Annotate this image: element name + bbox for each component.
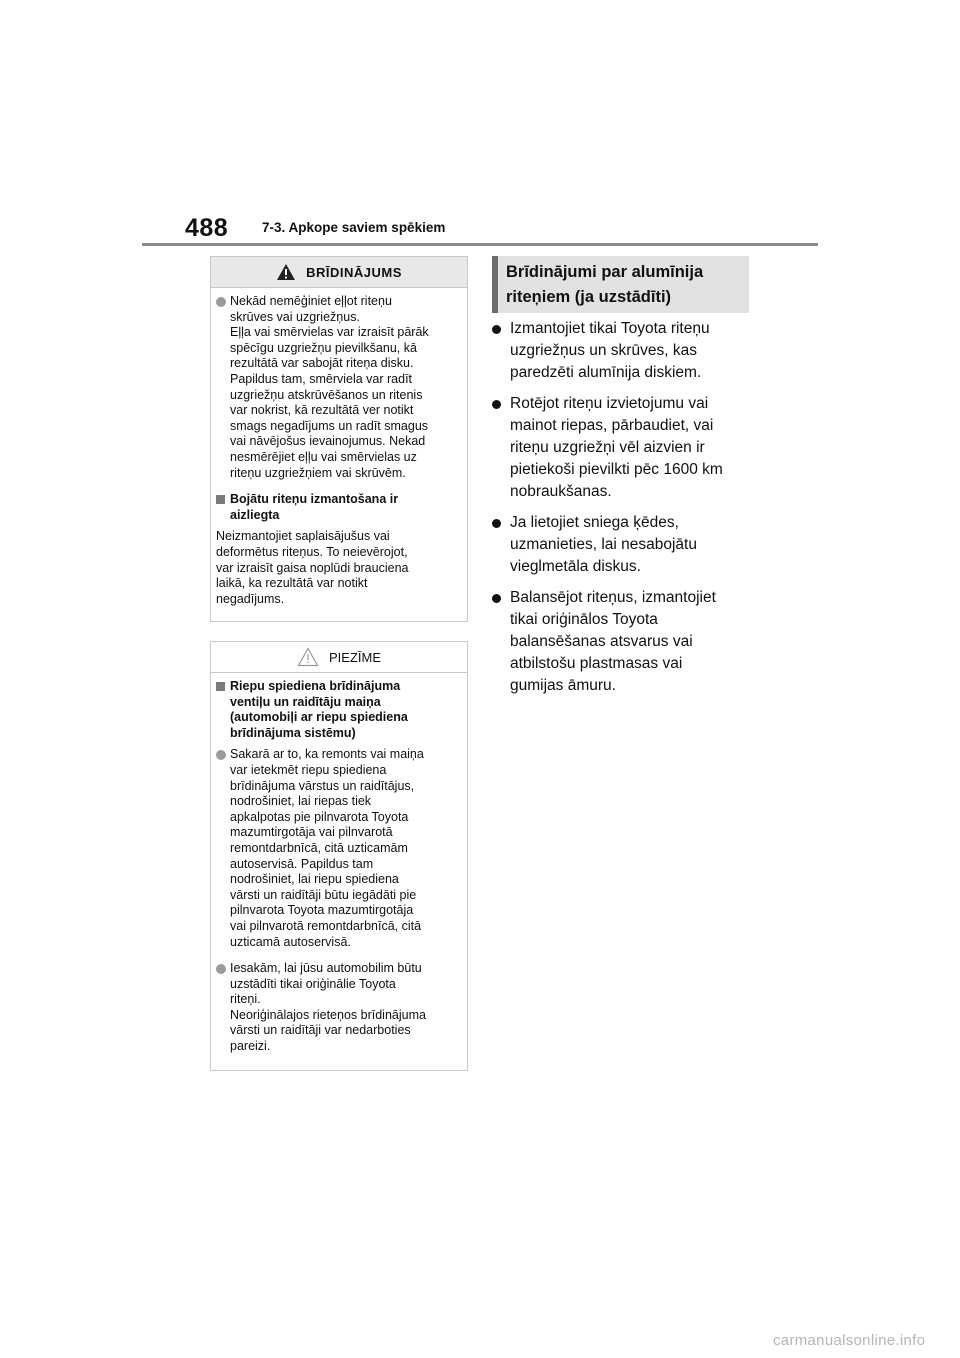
note-bullet-2	[216, 961, 462, 1055]
note-bullet-2-text: Iesakām, lai jūsu automobilim būtu uzstādīti tikai oriģinālie Toyota riteņi. Neoriģinālajos rieteņos brīdinājuma vārsti un raidītāji var nedarboties pareizi.	[230, 961, 426, 1054]
note-subheading-text: Riepu spiediena brīdinājuma ventiļu un raidītāju maiņa (automobiļi ar riepu spiediena brīdinājuma sistēmu)	[230, 679, 408, 740]
square-bullet-icon	[216, 682, 225, 691]
bullet-dot-icon	[216, 964, 226, 974]
bullet-dot-icon	[216, 750, 226, 760]
caution-triangle-outline-icon	[297, 647, 319, 667]
note-bullet-1-text: Sakarā ar to, ka remonts vai maiņa var ietekmēt riepu spiediena brīdinājuma vārstus un raidītājus, nodrošiniet, lai riepas tiek apkalpotas pie pilnvarota Toyota mazumtirgotāja vai pilnvarotā remontdarbnīcā, citā uzticamām autoservisā. Papildus tam nodrošiniet, lai riepu spiediena vārsti un raidītāji būtu iegādāti pie pilnvarota Toyota mazumtirgotāja vai pilnvarotā remontdarbnīcā, citā uzticamā autoservisā.	[230, 747, 424, 949]
note-box-header	[211, 642, 467, 673]
warning-box	[210, 256, 468, 622]
list-item-text: Balansējot riteņus, izmantojiet tikai oriģinālos Toyota balansēšanas atsvarus vai atbilstošu plastmasas vai gumijas āmuru.	[510, 589, 716, 694]
warning-bullet	[216, 294, 462, 481]
note-box	[210, 641, 468, 1071]
section-title: 7-3. Apkope saviem spēkiem	[262, 220, 446, 235]
warning-subheading	[216, 492, 462, 523]
note-subheading	[216, 679, 462, 741]
heading-line-2: riteņiem (ja uzstādīti)	[506, 288, 672, 306]
heading-line-1: Brīdinājumi par alumīnija	[506, 263, 704, 281]
note-bullet-1	[216, 747, 462, 950]
header-rule	[142, 243, 818, 246]
bullet-dot-icon	[492, 594, 501, 603]
list-item	[492, 393, 792, 503]
list-item-text: Rotējot riteņu izvietojumu vai mainot riepas, pārbaudiet, vai riteņu uzgriežņi vēl aizvien ir pietiekoši pievilkti pēc 1600 km nobraukšanas.	[510, 395, 723, 500]
warning-triangle-icon	[276, 263, 296, 281]
list-item	[492, 587, 792, 697]
bullet-dot-icon	[216, 297, 226, 307]
aluminum-wheels-heading	[492, 256, 749, 313]
page-number: 488	[185, 214, 229, 242]
aluminum-wheels-list	[492, 318, 792, 706]
list-item	[492, 512, 792, 578]
list-item-text: Ja lietojiet sniega ķēdes, uzmanieties, lai nesabojātu vieglmetāla diskus.	[510, 514, 697, 575]
list-item-text: Izmantojiet tikai Toyota riteņu uzgriežņus un skrūves, kas paredzēti alumīnija diskiem.	[510, 320, 710, 381]
warning-paragraph: Neizmantojiet saplaisājušus vai deformētus riteņus. To neievērojot, var izraisīt gaisa noplūdi brauciena laikā, ka rezultātā var notikt negadījums.	[216, 529, 409, 606]
note-box-title: PIEZĪME	[328, 649, 381, 665]
bullet-dot-icon	[492, 519, 501, 528]
warning-subheading-text: Bojātu riteņu izmantošana ir aizliegta	[230, 492, 399, 522]
warning-box-title: BRĪDINĀJUMS	[306, 264, 402, 280]
bullet-dot-icon	[492, 325, 501, 334]
bullet-dot-icon	[492, 400, 501, 409]
square-bullet-icon	[216, 495, 225, 504]
warning-bullet-text: Nekād nemēģiniet eļļot riteņu skrūves vai uzgriežņus. Eļļa vai smērvielas var izraisīt pārāk spēcīgu uzgriežņu pievilkšanu, kā rezultātā var sabojāt riteņa disku. Papildus tam, smērviela var radīt uzgriežņu atskrūvēšanos un ritenis var nokrist, kā rezultātā ver notikt smags negadījums un radīt smagus vai nāvējošus ievainojumus. Nekad nesmērējiet eļļu vai smērvielas uz riteņu uzgriežņiem vai skrūvēm.	[230, 294, 429, 480]
warning-box-header	[211, 257, 467, 288]
list-item	[492, 318, 792, 384]
watermark: carmanualsonline.info	[773, 1332, 926, 1349]
